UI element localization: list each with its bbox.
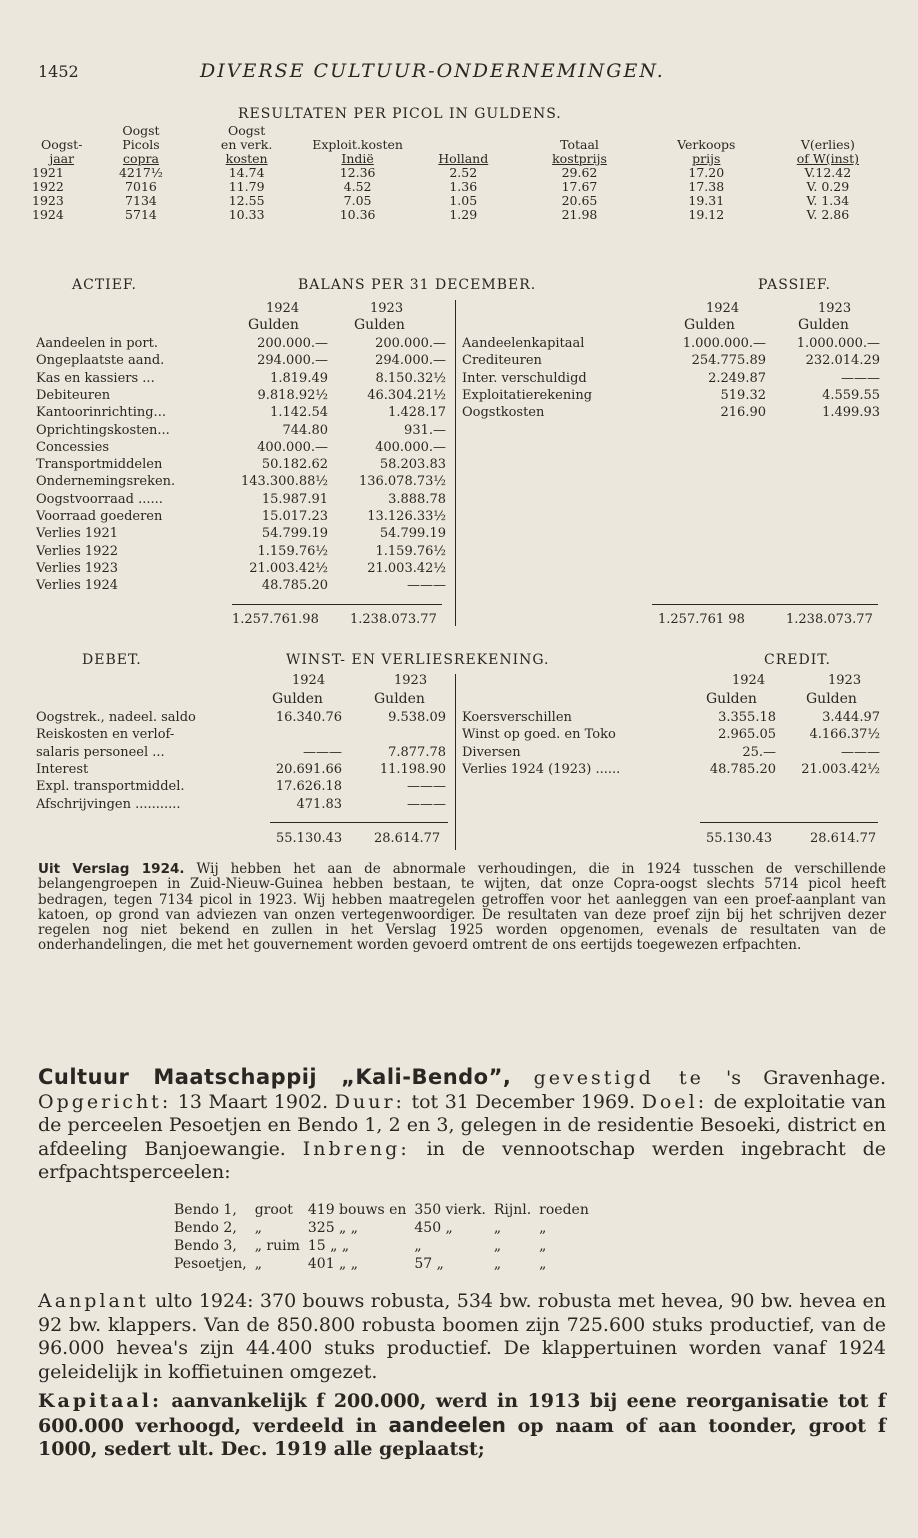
balance-passief-label: PASSIEF.	[758, 277, 831, 293]
ledger-value-1: 471.83	[296, 796, 342, 812]
ledger-label: Oprichtingskosten...	[36, 422, 170, 438]
ledger-value-1: ———	[303, 744, 342, 760]
ledger-label: Inter. verschuldigd	[462, 370, 587, 386]
pl-year2-left: 1923	[394, 673, 428, 688]
parcel-cell: „	[539, 1220, 547, 1236]
results-header-cell: Holland	[438, 151, 489, 166]
kapitaal-paragraph	[38, 1390, 886, 1462]
results-header-cell	[305, 124, 411, 138]
ledger-value-1: 50.182.62	[261, 457, 328, 473]
ledger-value-2: 931.—	[404, 422, 446, 438]
pl-unit1-right: Gulden	[706, 691, 757, 707]
parcel-cell: 401 „ „	[307, 1256, 359, 1272]
ledger-label: Verlies 1922	[36, 543, 118, 559]
balance-total-rule-right	[652, 604, 878, 605]
ledger-value-1: 17.626.18	[275, 779, 342, 795]
ledger-value-1: 400.000.—	[257, 439, 328, 455]
ledger-value-2: 1.499.93	[822, 405, 880, 421]
balance-year2-left: 1923	[370, 301, 404, 316]
ledger-label: Kas en kassiers ...	[36, 370, 155, 386]
ledger-label: Ondernemingsreken.	[36, 474, 176, 490]
results-header-cell: kosten	[225, 151, 268, 166]
kapitaal-text: aanvankelijk f 200.000, werd in 1913 bij eene reorganisatie tot f 600.000 verhoogd, verdeeld in	[38, 1390, 886, 1437]
results-header-row	[30, 138, 886, 152]
results-cell: V. 0.29	[806, 179, 850, 194]
ledger-value-1: 200.000.—	[257, 336, 328, 351]
results-header-cell: Exploit.kosten	[312, 137, 403, 152]
pl-total-rule-left	[270, 822, 448, 823]
ledger-label: Kantoorinrichting...	[36, 405, 166, 421]
parcels-table	[172, 1200, 597, 1274]
ledger-value-1	[232, 727, 342, 743]
results-header-cell: prijs	[692, 151, 721, 166]
ledger-value-2: ———	[407, 796, 446, 812]
balance-divider	[455, 300, 456, 626]
results-header-cell: Oogst-	[40, 137, 83, 152]
ledger-value-2: 3.444.97	[822, 710, 880, 725]
results-header-cell: Totaal	[560, 137, 599, 152]
results-cell: 12.55	[228, 193, 265, 208]
results-header-row	[30, 124, 886, 138]
balance-unit2-left: Gulden	[354, 317, 405, 333]
parcel-cell: 450 „	[414, 1220, 453, 1236]
balance-actief-label: ACTIEF.	[72, 277, 137, 293]
results-cell: 1921	[32, 165, 64, 180]
ledger-label: salaris personeel ...	[36, 744, 165, 760]
kapitaal-text2: op naam of aan toonder, groot f 1000, sedert ult. Dec. 1919 alle geplaatst;	[38, 1414, 886, 1461]
parcel-cell: 350 vierk.	[414, 1202, 486, 1218]
pl-year1-right: 1924	[732, 673, 766, 688]
results-cell: 4217½	[118, 165, 163, 180]
balance-total-left-1: 1.257.761.98	[232, 612, 319, 627]
results-title: RESULTATEN PER PICOL IN GULDENS.	[238, 106, 562, 122]
pl-year2-right: 1923	[828, 673, 862, 688]
parcel-cell: „ ruim	[254, 1238, 300, 1254]
results-row	[30, 208, 886, 222]
duration-label: Duur:	[334, 1090, 405, 1113]
ledger-label: Oogstvoorraad ......	[36, 491, 163, 507]
results-cell: 17.20	[688, 165, 725, 180]
results-cell: 7134	[125, 193, 157, 208]
results-header-cell: of W(inst)	[796, 151, 859, 166]
ledger-value-1: 519.32	[720, 387, 766, 403]
pl-total-left-2: 28.614.77	[374, 831, 441, 846]
ledger-label: Koersverschillen	[462, 710, 572, 725]
ledger-value-2: 136.078.73½	[358, 474, 446, 490]
ledger-value-2: 1.428.17	[388, 405, 446, 421]
results-header-cell: Verkoops	[677, 137, 736, 152]
results-header-cell	[410, 138, 516, 152]
ledger-label: Aandeelen in port.	[36, 336, 158, 351]
results-header-cell	[30, 124, 93, 138]
results-cell: 17.67	[561, 179, 598, 194]
results-cell: 4.52	[343, 179, 372, 194]
ledger-value-1: 54.799.19	[261, 526, 328, 542]
pl-divider	[455, 674, 456, 850]
results-header-cell: copra	[122, 151, 159, 166]
inbreng-text: in de vennootschap werden ingebracht de erfpachtsperceelen:	[38, 1137, 887, 1184]
results-table	[30, 124, 886, 222]
balance-title: BALANS PER 31 DECEMBER.	[298, 277, 537, 293]
results-row	[30, 194, 886, 208]
parcel-cell: „	[493, 1220, 502, 1236]
parcel-cell: Bendo 3,	[174, 1238, 237, 1254]
ledger-value-1: 2.249.87	[708, 370, 766, 386]
results-cell: 19.12	[688, 207, 725, 222]
pl-total-right-1: 55.130.43	[706, 831, 773, 846]
report-paragraph	[38, 862, 886, 954]
ledger-value-1: 2.965.05	[718, 727, 776, 743]
ledger-value-2: 232.014.29	[805, 353, 880, 369]
ledger-value-1: 48.785.20	[709, 761, 776, 777]
balance-unit1-left: Gulden	[248, 317, 299, 333]
ledger-value-1: 294.000.—	[257, 353, 328, 369]
balance-total-right-2: 1.238.073.77	[786, 612, 873, 627]
founded-label: Opgericht:	[38, 1090, 172, 1113]
ledger-value-2: 11.198.90	[379, 761, 446, 777]
pl-unit2-right: Gulden	[806, 691, 857, 707]
pl-title: WINST- EN VERLIESREKENING.	[286, 652, 550, 668]
purpose-label: Doel:	[641, 1090, 708, 1113]
ledger-value-1: 20.691.66	[275, 761, 342, 777]
results-cell: 7016	[125, 179, 157, 194]
ledger-value-2: ———	[841, 370, 880, 386]
ledger-label: Winst op goed. en Toko	[462, 727, 616, 743]
ledger-value-2: ———	[407, 779, 446, 795]
ledger-value-1: 48.785.20	[261, 578, 328, 594]
results-header-cell: jaar	[49, 151, 75, 166]
ledger-value-1: 1.159.76½	[257, 543, 328, 559]
parcel-row	[174, 1202, 595, 1218]
pl-year1-left: 1924	[292, 673, 326, 688]
results-header-cell	[770, 124, 886, 138]
parcel-cell: Bendo 1,	[174, 1202, 237, 1218]
results-header-cell	[643, 124, 770, 138]
balance-total-left-2: 1.238.073.77	[350, 612, 437, 627]
results-cell: 19.31	[688, 193, 725, 208]
purpose-text: de exploitatie van de perceelen Pesoetjen en Bendo 1, 2 en 3, gelegen in de residentie Besoeki, district en afdeeling Banjoewangie.	[38, 1090, 887, 1160]
ledger-label: Verlies 1923	[36, 560, 118, 576]
results-cell: 2.52	[449, 165, 478, 180]
ledger-value-1: 1.000.000.—	[682, 336, 766, 351]
parcel-cell: „	[539, 1256, 547, 1272]
ledger-value-1: 21.003.42½	[249, 560, 328, 576]
ledger-label: Verlies 1921	[36, 526, 118, 542]
parcel-cell: Bendo 2,	[174, 1220, 237, 1236]
balance-year1-left: 1924	[266, 301, 300, 316]
kapitaal-label: Kapitaal:	[38, 1390, 162, 1412]
results-cell: V. 2.86	[806, 207, 850, 222]
parcel-cell: 57 „	[414, 1256, 444, 1272]
results-cell: 1.05	[449, 193, 478, 208]
founded-text: 13 Maart 1902.	[177, 1090, 329, 1113]
ledger-label: Concessies	[36, 439, 109, 455]
parcel-cell: 419 bouws en	[307, 1202, 407, 1218]
balance-total-rule-left	[232, 604, 442, 605]
ledger-value-2: 1.159.76½	[375, 543, 446, 559]
parcel-cell: „	[414, 1238, 422, 1254]
ledger-value-1: 1.819.49	[270, 370, 328, 386]
parcel-cell: 15 „ „	[307, 1238, 350, 1254]
ledger-value-1: 216.90	[720, 405, 766, 421]
ledger-value-2: 400.000.—	[375, 439, 446, 455]
ledger-value-2: 46.304.21½	[367, 387, 446, 403]
ledger-label: Reiskosten en verlof-	[36, 727, 175, 743]
inbreng-label: Inbreng:	[302, 1137, 410, 1160]
results-row	[30, 180, 886, 194]
aanplant-paragraph	[38, 1290, 886, 1384]
parcel-cell: roeden	[539, 1202, 589, 1218]
ledger-label: Crediteuren	[462, 353, 542, 369]
ledger-value-1: 16.340.76	[275, 710, 342, 725]
ledger-value-2: 54.799.19	[379, 526, 446, 542]
results-cell: 20.65	[561, 193, 598, 208]
ledger-value-1: 3.355.18	[718, 710, 776, 725]
ledger-value-2: 4.559.55	[822, 387, 880, 403]
aanplant-label: Aanplant	[38, 1290, 149, 1312]
kapitaal-bold: aandeelen	[388, 1412, 506, 1437]
company-name: Cultuur Maatschappij „Kali-Bendo”,	[38, 1065, 512, 1089]
ledger-value-2: 8.150.32½	[375, 370, 446, 386]
results-cell: 1.29	[449, 207, 478, 222]
results-cell: 17.38	[688, 179, 725, 194]
ledger-value-2: 9.538.09	[388, 710, 446, 725]
parcel-row	[174, 1238, 595, 1254]
ledger-label: Expl. transportmiddel.	[36, 779, 185, 795]
pl-unit1-left: Gulden	[272, 691, 323, 707]
ledger-label: Verlies 1924 (1923) ......	[462, 761, 621, 777]
ledger-label: Oogstrek., nadeel. saldo	[36, 710, 196, 725]
parcel-cell: 325 „ „	[307, 1220, 359, 1236]
ledger-value-2: 4.166.37½	[809, 727, 880, 743]
seat-label: gevestigd te	[533, 1067, 704, 1089]
results-cell: 11.79	[228, 179, 265, 194]
ledger-value-2: 7.877.78	[388, 744, 446, 760]
ledger-label: Verlies 1924	[36, 578, 118, 594]
ledger-value-2: 200.000.—	[375, 336, 446, 351]
parcel-row	[174, 1256, 595, 1272]
ledger-label: Oogstkosten	[462, 405, 545, 421]
results-header-cell: kostprijs	[552, 151, 607, 166]
results-header-cell: Picols	[122, 137, 160, 152]
ledger-label: Transportmiddelen	[36, 457, 163, 473]
company-paragraph	[38, 1066, 886, 1185]
ledger-value-2: ———	[407, 578, 446, 594]
ledger-value-1: 744.80	[282, 422, 328, 438]
balance-year2-right: 1923	[818, 301, 852, 316]
ledger-label: Voorraad goederen	[36, 509, 163, 524]
ledger-value-2	[336, 727, 446, 743]
balance-total-right-1: 1.257.761 98	[658, 612, 745, 627]
pl-unit2-left: Gulden	[374, 691, 425, 707]
results-cell: 1923	[32, 193, 64, 208]
results-row	[30, 166, 886, 180]
parcel-cell: „	[254, 1220, 262, 1236]
ledger-value-2: 13.126.33½	[367, 509, 446, 524]
parcel-cell: groot	[254, 1202, 293, 1218]
duration-text: tot 31 December 1969.	[411, 1090, 636, 1113]
results-cell: 12.36	[339, 165, 376, 180]
page-title: DIVERSE CULTUUR-ONDERNEMINGEN.	[200, 60, 665, 82]
results-header-cell: en verk.	[220, 137, 273, 152]
ledger-value-2: 21.003.42½	[801, 761, 880, 777]
ledger-label: Afschrijvingen ...........	[36, 796, 181, 812]
report-text: Wij hebben het aan de abnormale verhoudingen, die in 1924 tusschen de verschillende belangengroepen in Zuid-Nieuw-Guinea hebben bestaan, te wijten, dat onze Copra-oogst slechts 5714 picol heeft bedragen, tegen 7134 picol in 1923. Wij hebben maatregelen getroffen voor het aanleggen van een proef-aanplant van katoen, op grond van adviezen van onzen vertegenwoordiger. De resultaten van deze proef zijn bij het schrijven dezer regelen nog niet bekend en zullen in het Verslag 1925 worden opgenomen, evenals de resultaten van de onderhandelingen, die met het gouvernement worden gevoerd omtrent de ons eertijds toegewezen erfpachten.	[38, 861, 886, 954]
balance-unit2-right: Gulden	[798, 317, 849, 333]
ledger-label: Debiteuren	[36, 387, 111, 403]
ledger-value-1: 143.300.88½	[240, 474, 328, 490]
ledger-value-2: 294.000.—	[375, 353, 446, 369]
results-header-cell	[410, 124, 516, 138]
ledger-value-1: 9.818.92½	[257, 387, 328, 403]
results-header-cell: Oogst	[228, 123, 266, 138]
results-cell: 1.36	[449, 179, 478, 194]
results-cell: V. 1.34	[806, 193, 850, 208]
parcel-cell: Pesoetjen,	[174, 1256, 247, 1272]
ledger-value-2: 21.003.42½	[367, 560, 446, 576]
pl-credit-label: CREDIT.	[764, 652, 831, 668]
parcel-cell: „	[254, 1256, 262, 1272]
results-header-row	[30, 152, 886, 166]
report-lead: Uit Verslag 1924.	[38, 861, 185, 877]
aanplant-text: ulto 1924: 370 bouws robusta, 534 bw. robusta met hevea, 90 bw. hevea en 92 bw. klappers. Van de 850.800 robusta boomen zijn 725.600 stuks productief, van de 96.000 hevea's zijn 44.400 stuks productief. De klappertuinen worden vanaf 1924 geleidelijk in koffietuinen omgezet.	[38, 1290, 887, 1383]
results-cell: 29.62	[561, 165, 598, 180]
ledger-value-1: 1.142.54	[270, 405, 328, 421]
pl-total-left-1: 55.130.43	[276, 831, 343, 846]
ledger-value-2: 3.888.78	[388, 491, 446, 507]
ledger-label: Diversen	[462, 744, 521, 760]
results-cell: 21.98	[561, 207, 598, 222]
parcel-cell: „	[493, 1238, 502, 1254]
results-cell: 7.05	[343, 193, 372, 208]
parcel-row	[174, 1220, 595, 1236]
page-number: 1452	[38, 62, 79, 81]
results-cell: V.12.42	[804, 165, 852, 180]
seat-text: 's Gravenhage.	[726, 1067, 887, 1089]
ledger-value-1: 254.775.89	[691, 353, 766, 369]
results-header-cell: V(erlies)	[800, 137, 855, 152]
parcel-cell: Rijnl.	[493, 1202, 532, 1218]
balance-unit1-right: Gulden	[684, 317, 735, 333]
pl-debet-label: DEBET.	[82, 652, 142, 668]
results-cell: 5714	[125, 207, 157, 222]
ledger-label: Aandeelenkapitaal	[462, 336, 585, 351]
results-cell: 1922	[32, 179, 64, 194]
results-header-cell: Oogst	[122, 123, 160, 138]
ledger-value-2: 58.203.83	[379, 457, 446, 473]
parcel-cell: „	[493, 1256, 502, 1272]
results-cell: 14.74	[228, 165, 265, 180]
ledger-value-1: 25.—	[742, 744, 776, 760]
results-header-cell: Indië	[341, 151, 374, 166]
results-cell: 10.36	[339, 207, 376, 222]
parcel-cell: „	[539, 1238, 547, 1254]
results-header-cell	[516, 124, 643, 138]
ledger-label: Ongeplaatste aand.	[36, 353, 165, 369]
results-cell: 10.33	[228, 207, 265, 222]
results-cell: 1924	[32, 207, 64, 222]
ledger-value-1: 15.987.91	[261, 491, 328, 507]
ledger-value-1: 15.017.23	[261, 509, 328, 524]
ledger-value-2: ———	[841, 744, 880, 760]
pl-total-rule-right	[700, 822, 878, 823]
balance-year1-right: 1924	[706, 301, 740, 316]
ledger-label: Interest	[36, 761, 89, 777]
ledger-label: Exploitatierekening	[462, 387, 593, 403]
pl-total-right-2: 28.614.77	[810, 831, 877, 846]
ledger-value-2: 1.000.000.—	[796, 336, 880, 351]
